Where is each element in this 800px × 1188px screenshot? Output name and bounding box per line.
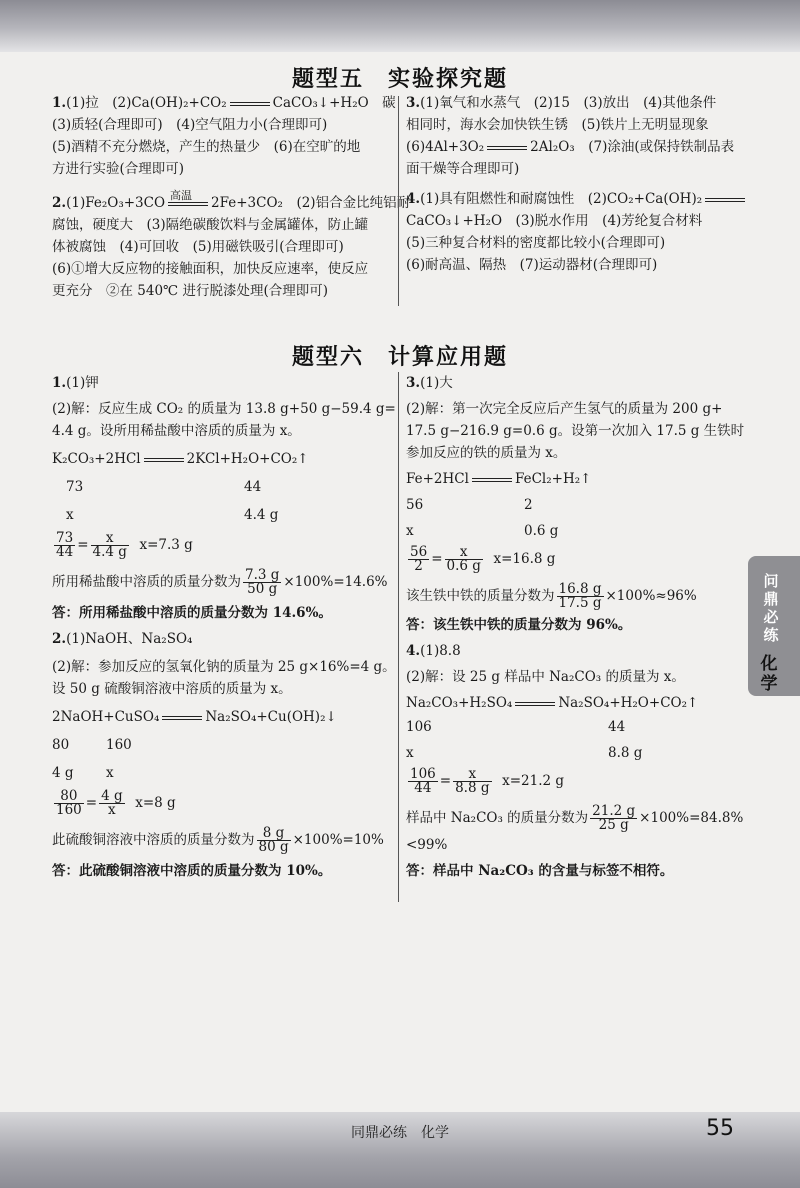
answer-text: (1)氧气和水蒸气 (2)15 (3)放出 (4)其他条件 xyxy=(420,95,717,111)
s6-q4: 4.(1)8.8 (2)解：设 25 g 样品中 Na₂CO₃ 的质量为 x。 Na₂CO₃+H₂SO₄ Na₂SO₄+H₂O+CO₂↑ 106 44 x 8.8 g $\frac{106}{44}$ = $\frac{x}{8.8 g}$ x=21.2 g 样品中 Na₂CO₃ 的质量分数为 $\frac{21.2 g}{25 g}$ ×100%=84.8% <99% 答：样品中 Na₂CO₃ 的含量与标签不相符。 xyxy=(406,640,746,882)
page-number: 55 xyxy=(706,1116,734,1141)
answer-text: (3)质轻(合理即可) (4)空气阻力小(合理即可) xyxy=(52,117,328,133)
solution-text: (2)解：反应生成 CO₂ 的质量为 13.8 g+50 g−59.4 g= xyxy=(52,401,396,417)
side-tab-brand: 问鼎必练 xyxy=(763,572,779,644)
final-answer: 答：该生铁中铁的质量分数为 96%。 xyxy=(406,617,632,633)
fraction: $\frac{56}{2}$ xyxy=(410,544,428,574)
s5-right-column xyxy=(406,92,746,276)
equation-right: FeCl₂+H₂↑ xyxy=(514,471,592,487)
fraction: $\frac{7.3 g}{50 g}$ xyxy=(245,567,280,597)
fraction: $\frac{80}{160}$ xyxy=(56,788,82,818)
fraction: $\frac{73}{44}$ xyxy=(56,530,74,560)
equals-sign xyxy=(230,102,270,106)
ratio-value: x xyxy=(106,765,114,781)
equals-sign xyxy=(144,458,184,462)
comparison: <99% xyxy=(406,837,448,853)
result: ×100%≈96% xyxy=(605,588,697,604)
top-banner xyxy=(0,0,800,52)
side-tab-subject: 化学 xyxy=(760,654,778,694)
s5-q4 xyxy=(406,188,746,276)
equals-sign xyxy=(487,146,527,150)
ratio-value: 4.4 g xyxy=(244,507,279,523)
ratio-value: 44 xyxy=(608,719,626,735)
result: x=8 g xyxy=(135,795,176,811)
ratio-value: x xyxy=(406,745,414,761)
answer-text: (5)酒精不充分燃烧，产生的热量少 (6)在空旷的地 xyxy=(52,139,361,155)
s6-q3: 3.(1)大 (2)解：第一次完全反应后产生氢气的质量为 200 g+ 17.5 g−216.9 g=0.6 g。设第一次加入 17.5 g 生铁时 参加反应的铁的质量为 x。 Fe+2HCl FeCl₂+H₂↑ 56 2 x 0.6 g $\frac{56}{2}$ = $\frac{x}{0.6 g}$ x=16.8 g 该生铁中铁的质量分数为 $\frac{16.8 g}{17.5 g}$ ×100%≈96% 答：该生铁中铁的质量分数为 96%。 xyxy=(406,372,746,636)
equation-left: Na₂CO₃+H₂SO₄ xyxy=(406,695,513,711)
fraction: $\frac{106}{44}$ xyxy=(410,766,436,796)
result: x=21.2 g xyxy=(502,773,565,789)
fraction: $\frac{21.2 g}{25 g}$ xyxy=(592,803,636,833)
question-number: 4. xyxy=(406,643,421,659)
result: ×100%=14.6% xyxy=(283,574,388,590)
ratio-value: 44 xyxy=(244,479,262,495)
question-number: 1. xyxy=(52,375,67,391)
answer-text: (1)具有阻燃性和耐腐蚀性 (2)CO₂+Ca(OH)₂ xyxy=(420,191,703,207)
fraction: $\frac{4 g}{x}$ xyxy=(101,788,123,818)
solution-text: 此硫酸铜溶液中溶质的质量分数为 xyxy=(52,832,255,848)
question-number: 4. xyxy=(406,191,421,207)
answer-text: 体被腐蚀 (4)可回收 (5)用磁铁吸引(合理即可) xyxy=(52,239,344,255)
solution-text: (2)解：第一次完全反应后产生氢气的质量为 200 g+ xyxy=(406,401,723,417)
equals-sign xyxy=(168,188,208,206)
equals-sign xyxy=(515,702,555,706)
answer-text: (6)①增大反应物的接触面积，加快反应速率，使反应 xyxy=(52,261,369,277)
s5-q1 xyxy=(52,92,396,180)
reaction-condition: 高温 xyxy=(170,188,193,202)
equals-sign xyxy=(472,478,512,482)
answer-text: 更充分 ②在 540℃ 进行脱漆处理(合理即可) xyxy=(52,283,328,299)
s5-q3 xyxy=(406,92,746,180)
solution-text: 17.5 g−216.9 g=0.6 g。设第一次加入 17.5 g 生铁时 xyxy=(406,423,745,439)
question-number: 3. xyxy=(406,95,421,111)
solution-text: (2)解：参加反应的氢氧化钠的质量为 25 g×16%=4 g。 xyxy=(52,659,396,675)
ratio-value: 8.8 g xyxy=(608,745,643,761)
final-answer: 答：样品中 Na₂CO₃ 的含量与标签不相符。 xyxy=(406,863,674,879)
fraction: $\frac{x}{8.8 g}$ xyxy=(455,766,490,796)
ratio-value: 73 xyxy=(66,479,84,495)
ratio-value: x xyxy=(406,523,414,539)
s6-right-column xyxy=(406,372,746,882)
answer-text: 面干燥等合理即可) xyxy=(406,161,520,177)
answer-text: CaCO₃↓+H₂O 碳 xyxy=(272,95,396,111)
equals-sign xyxy=(705,198,745,202)
ratio-value: 160 xyxy=(106,737,132,753)
answer-text: (1)NaOH、Na₂SO₄ xyxy=(66,631,193,647)
solution-text: 样品中 Na₂CO₃ 的质量分数为 xyxy=(406,810,589,826)
question-number: 3. xyxy=(406,375,421,391)
answer-text: (1)8.8 xyxy=(420,643,461,659)
result: x=7.3 g xyxy=(139,537,193,553)
answer-text: 2Al₂O₃ (7)涂油(或保持铁制品表 xyxy=(530,139,735,155)
fraction: $\frac{8 g}{80 g}$ xyxy=(258,825,289,855)
section-title-6: 题型六 计算应用题 xyxy=(291,345,508,370)
ratio-value: 2 xyxy=(524,497,533,513)
equation-right: Na₂SO₄+Cu(OH)₂↓ xyxy=(205,709,337,725)
solution-text: 4.4 g。设所用稀盐酸中溶质的质量为 x。 xyxy=(52,423,301,439)
answer-text: (1)钾 xyxy=(66,375,99,391)
question-number: 1. xyxy=(52,95,67,111)
fraction: $\frac{x}{4.4 g}$ xyxy=(92,530,127,560)
ratio-value: x xyxy=(66,507,74,523)
solution-text: (2)解：设 25 g 样品中 Na₂CO₃ 的质量为 x。 xyxy=(406,669,685,685)
final-answer: 答：所用稀盐酸中溶质的质量分数为 14.6%。 xyxy=(52,605,332,621)
equation-left: 2NaOH+CuSO₄ xyxy=(52,709,160,725)
s6-left-column xyxy=(52,372,396,882)
answer-text: (6)耐高温、隔热 (7)运动器材(合理即可) xyxy=(406,257,658,273)
solution-text: 所用稀盐酸中溶质的质量分数为 xyxy=(52,574,241,590)
equals-sign xyxy=(162,716,202,720)
question-number: 2. xyxy=(52,195,67,211)
question-number: 2. xyxy=(52,631,67,647)
solution-text: 参加反应的铁的质量为 x。 xyxy=(406,445,567,461)
answer-text: (1)大 xyxy=(420,375,453,391)
result: ×100%=84.8% xyxy=(639,810,744,826)
answer-text: 腐蚀，硬度大 (3)隔绝碳酸饮料与金属罐体，防止罐 xyxy=(52,217,369,233)
final-answer: 答：此硫酸铜溶液中溶质的质量分数为 10%。 xyxy=(52,863,332,879)
fraction: $\frac{x}{0.6 g}$ xyxy=(446,544,481,574)
ratio-value: 4 g xyxy=(52,765,74,781)
ratio-value: 0.6 g xyxy=(524,523,559,539)
ratio-value: 80 xyxy=(52,737,70,753)
equation-left: Fe+2HCl xyxy=(406,471,469,487)
equation-left: K₂CO₃+2HCl xyxy=(52,451,141,467)
answer-text: CaCO₃↓+H₂O (3)脱水作用 (4)芳纶复合材料 xyxy=(406,213,703,229)
solution-text: 设 50 g 硫酸铜溶液中溶质的质量为 x。 xyxy=(52,681,292,697)
answer-text: 2Fe+3CO₂ (2)铝合金比纯铝耐 xyxy=(211,195,411,211)
ratio-value: 56 xyxy=(406,497,424,513)
column-divider xyxy=(398,96,399,306)
s5-q2 xyxy=(52,188,411,302)
solution-text: 该生铁中铁的质量分数为 xyxy=(406,588,555,604)
answer-text: (1)拉 (2)Ca(OH)₂+CO₂ xyxy=(66,95,227,111)
fraction: $\frac{16.8 g}{17.5 g}$ xyxy=(558,581,602,611)
answer-text: (6)4Al+3O₂ xyxy=(406,139,485,155)
answer-text: 相同时，海水会加快铁生锈 (5)铁片上无明显现象 xyxy=(406,117,709,133)
s5-left-column xyxy=(52,92,411,302)
column-divider xyxy=(398,372,399,902)
answer-text: (5)三种复合材料的密度都比较小(合理即可) xyxy=(406,235,666,251)
ratio-value: 106 xyxy=(406,719,432,735)
s6-q2: 2.(1)NaOH、Na₂SO₄ (2)解：参加反应的氢氧化钠的质量为 25 g×16%=4 g。 设 50 g 硫酸铜溶液中溶质的质量为 x。 2NaOH+CuSO₄ Na₂SO₄+Cu(OH)₂↓ 80 160 4 g x $\frac{80}{160}$ = $\frac{4 g}{x}$ x=8 g 此硫酸铜溶液中溶质的质量分数为 $\frac{8 g}{80 g}$ ×100%=10% 答：此硫酸铜溶液中溶质的质量分数为 10%。 xyxy=(52,628,392,882)
s6-q1: 1.(1)钾 (2)解：反应生成 CO₂ 的质量为 13.8 g+50 g−59.4 g= 4.4 g。设所用稀盐酸中溶质的质量为 x。 K₂CO₃+2HCl 2KCl+H₂O+CO₂↑ 73 44 x 4.4 g $\frac{73}{44}$ = $\frac{x}{4.4 g}$ x=7.3 g 所用稀盐酸中溶质的质量分数为 $\frac{7.3 g}{50 g}$ ×100%=14.6% 答：所用稀盐酸中溶质的质量分数为 14.6%。 xyxy=(52,372,392,624)
answer-text: 方进行实验(合理即可) xyxy=(52,161,185,177)
result: x=16.8 g xyxy=(493,551,556,567)
result: ×100%=10% xyxy=(292,832,384,848)
equation-right: 2KCl+H₂O+CO₂↑ xyxy=(186,451,309,467)
section-title-5: 题型五 实验探究题 xyxy=(291,67,508,92)
footer-text: 同鼎必练 化学 xyxy=(351,1125,449,1141)
answer-text: (1)Fe₂O₃+3CO xyxy=(66,195,166,211)
equation-right: Na₂SO₄+H₂O+CO₂↑ xyxy=(558,695,699,711)
